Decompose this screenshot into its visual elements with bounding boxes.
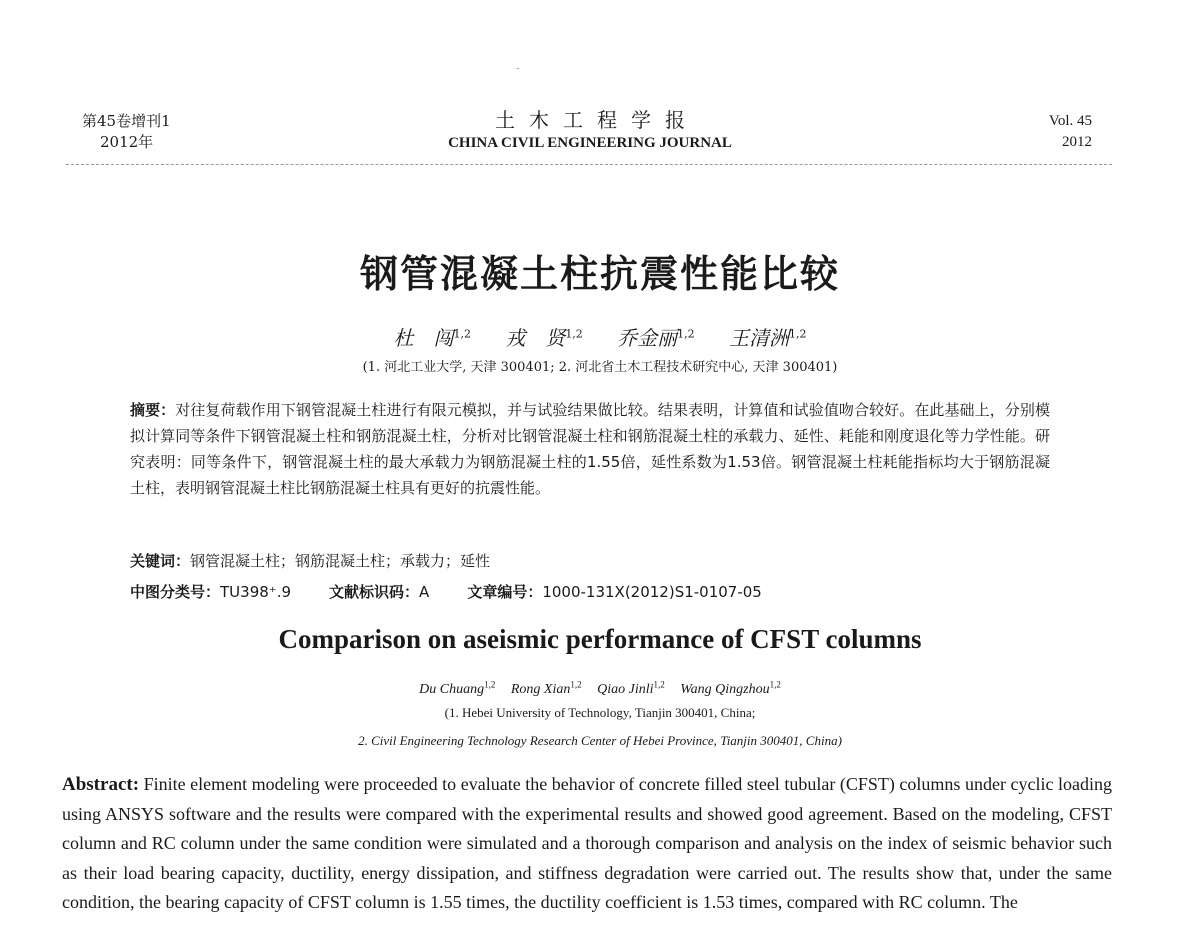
author-en: Qiao Jinli$^{1,2}$ [597,679,665,697]
keywords-cn-label: 关键词： [130,552,191,570]
author-cn: 戎 贤$^{1,2}$ [505,326,583,350]
volume-issue-cn: 第45卷增刊1 [82,112,171,130]
header-divider [66,164,1112,165]
header-center [400,108,780,154]
paper-title-en: Comparison on aseismic performance of CFST columns [278,624,922,654]
header-right [1049,111,1092,153]
abstract-cn [130,397,1050,501]
paper-title-cn: 钢管混凝土柱抗震性能比较 [359,252,840,296]
classification-row [130,581,762,602]
keywords-cn-text: 钢管混凝土柱；钢筋混凝土柱；承载力；延性 [190,552,491,570]
author-en: Rong Xian$^{1,2}$ [510,679,582,697]
clc-value: TU398⁺.9 [220,583,292,601]
abstract-en-label: Abstract: [62,774,140,795]
doc-code-value: A [419,583,430,601]
affiliation-en-2-org: 2. Civil Engineering Technology Research Center of Hebei Province, [358,733,717,748]
journal-title-cn: 土木工程学报 [495,108,699,132]
doc-code-label: 文献标识码： [329,583,420,601]
year-cn: 2012年 [100,133,154,151]
abstract-en-text: Finite element modeling were proceeded to evaluate the behavior of concrete filled steel tubular (CFST) columns under cyclic loading using ANSYS software and the results were compared with the experimental results and showed good agreement. Based on the modeling, CFST column and RC column under the same condition were simulated and a thorough comparison and analysis on the index of seismic behavior such as their load bearing capacity, ductility, energy dissipation, and stiffness degradation were carried out. The results show that, under the same condition, the bearing capacity of CFST column is 1.55 times, the ductility coefficient is 1.53 times, compared with RC column. The [62,774,1113,912]
scan-speck [517,68,519,69]
affiliation-en-2-place: Tianjin 300401, China) [720,733,842,748]
affiliation-en-1: (1. Hebei University of Technology, Tianjin 300401, China; [444,705,756,720]
article-no-label: 文章编号： [467,583,543,601]
abstract-en [62,770,1112,918]
authors-en [0,679,1200,698]
year-en: 2012 [1062,134,1092,150]
author-en: Du Chuang$^{1,2}$ [419,679,496,697]
author-cn: 王清洲$^{1,2}$ [729,326,807,350]
author-cn: 杜 闯$^{1,2}$ [393,326,471,350]
volume-en: Vol. 45 [1048,113,1092,129]
keywords-cn [130,550,490,571]
author-en: Wang Qingzhou$^{1,2}$ [680,679,781,697]
authors-cn [0,322,1200,351]
header-left [82,111,171,153]
affiliation-cn: (1. 河北工业大学, 天津 300401; 2. 河北省土木工程技术研究中心, 天津 300401) [362,360,838,375]
author-cn: 乔金丽$^{1,2}$ [617,326,695,350]
abstract-cn-text: 对往复荷载作用下钢管混凝土柱进行有限元模拟，并与试验结果做比较。结果表明，计算值和试验值吻合较好。在此基础上，分别模拟计算同等条件下钢管混凝土柱和钢筋混凝土柱，分析对比钢管混凝土柱和钢筋混凝土柱的承载力、延性、耗能和刚度退化等力学性能。研究表明：同等条件下，钢管混凝土柱的最大承载力为钢筋混凝土柱的1.55倍，延性系数为1.53倍。钢管混凝土柱耗能指标均大于钢筋混凝土柱，表明钢管混凝土柱比钢筋混凝土柱具有更好的抗震性能。 [130,401,1050,497]
clc-label: 中图分类号： [130,583,221,601]
abstract-cn-label: 摘要： [130,401,176,419]
article-no-value: 1000-131X(2012)S1-0107-05 [542,583,762,601]
journal-title-en: CHINA CIVIL ENGINEERING JOURNAL [448,135,732,151]
affiliation-en-2 [0,733,1200,749]
